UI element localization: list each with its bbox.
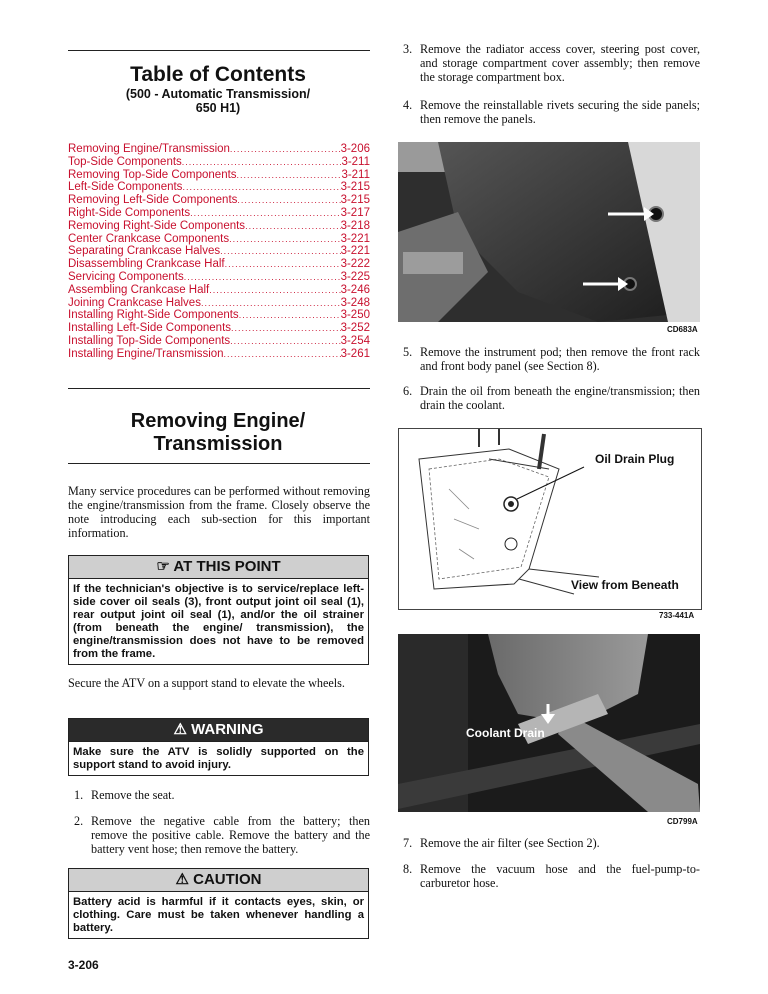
- oil-drain-diagram: [398, 428, 702, 610]
- warning-text: Make sure the ATV is solidly supported on the support stand to avoid injury.: [73, 746, 364, 771]
- toc-entry-title: Removing Left-Side Components: [68, 194, 238, 207]
- step-text: Remove the negative cable from the battery; then remove the positive cable. Remove the battery and the battery vent hose; then remove the battery.: [91, 814, 370, 856]
- step-3: [403, 42, 700, 84]
- toc-entry-title: Center Crankcase Components: [68, 232, 230, 245]
- at-this-point-text: If the technician's objective is to service/replace left-side cover oil seals (3), front output joint oil seal (1), rear output joint oil seal (1), and/or the oil strainer (from beneath the engine/ transmission), the engine/transmission does not have to be removed from the frame.: [73, 583, 364, 660]
- step-6: [403, 384, 700, 412]
- toc-entry-page: 3-246: [340, 283, 370, 296]
- toc-leader-dots: [230, 335, 340, 348]
- toc-entry[interactable]: [68, 143, 370, 156]
- step-number: 7.: [403, 836, 413, 850]
- toc-entry[interactable]: [68, 220, 370, 233]
- toc-entry-title: Removing Right-Side Components: [68, 219, 246, 232]
- step-text: Remove the air filter (see Section 2).: [420, 836, 600, 850]
- toc-entry-page: 3-261: [340, 347, 370, 360]
- section-bottom-rule: [68, 463, 370, 464]
- section-title-line1: Removing Engine/: [130, 410, 306, 432]
- warning-box: [68, 718, 369, 776]
- toc-leader-dots: [182, 181, 340, 194]
- coolant-drain-photo: [398, 634, 700, 812]
- section-title-line2: Transmission: [153, 433, 283, 455]
- warning-header: [69, 719, 368, 742]
- figure-caption: CD799A: [667, 817, 698, 826]
- warning-triangle-icon: ⚠: [173, 721, 187, 738]
- toc-leader-dots: [201, 297, 341, 310]
- toc-entry[interactable]: [68, 194, 370, 207]
- page-number: 3-206: [68, 958, 99, 972]
- step-text: Remove the reinstallable rivets securing the side panels; then remove the panels.: [420, 98, 700, 126]
- step-4: [403, 98, 700, 126]
- toc-entry[interactable]: [68, 271, 370, 284]
- step-2: [74, 814, 370, 856]
- step-number: 6.: [403, 384, 413, 398]
- toc-entry-page: 3-217: [340, 206, 370, 219]
- toc-entry-title: Installing Engine/Transmission: [68, 347, 224, 360]
- oil-drain-plug-label: Oil Drain Plug: [595, 452, 675, 466]
- step-1: [74, 788, 370, 802]
- step-5: [403, 345, 700, 373]
- figure-caption: 733-441A: [659, 611, 695, 620]
- toc-leader-dots: [184, 271, 341, 284]
- side-panel-photo: [398, 142, 700, 322]
- caution-triangle-icon: ⚠: [175, 871, 189, 888]
- toc-leader-dots: [237, 169, 342, 182]
- toc-list: [68, 143, 370, 361]
- step-8: [403, 862, 700, 890]
- toc-entry[interactable]: [68, 169, 370, 182]
- at-this-point-box: [68, 555, 369, 665]
- toc-entry-page: 3-211: [341, 168, 370, 181]
- toc-entry[interactable]: [68, 284, 370, 297]
- toc-leader-dots: [245, 220, 341, 233]
- toc-title: Table of Contents: [130, 63, 306, 86]
- step-text: Drain the oil from beneath the engine/transmission; then drain the coolant.: [420, 384, 700, 412]
- toc-entry[interactable]: [68, 181, 370, 194]
- toc-leader-dots: [237, 194, 340, 207]
- toc-leader-dots: [209, 284, 340, 297]
- section-title: [68, 410, 368, 456]
- toc-leader-dots: [225, 258, 341, 271]
- toc-entry-page: 3-254: [340, 334, 370, 347]
- toc-entry-title: Removing Top-Side Components: [68, 168, 237, 181]
- toc-entry-page: 3-221: [340, 232, 370, 245]
- toc-entry-page: 3-218: [340, 219, 370, 232]
- toc-entry[interactable]: [68, 309, 370, 322]
- toc-entry-title: Removing Engine/Transmission: [68, 143, 230, 155]
- toc-entry[interactable]: [68, 156, 370, 169]
- step-text: Remove the radiator access cover, steering post cover, and storage compartment cover assembly; then remove the storage compartment box.: [420, 42, 700, 84]
- at-this-point-header: [69, 556, 368, 579]
- toc-entry[interactable]: [68, 207, 370, 220]
- figure-caption: CD683A: [667, 325, 698, 334]
- toc-entry-page: 3-215: [340, 181, 370, 194]
- toc-entry-title: Left-Side Components: [68, 181, 183, 194]
- toc-subtitle-line1: (500 - Automatic Transmission/: [125, 87, 311, 101]
- step-number: 3.: [403, 42, 413, 56]
- at-this-point-label: AT THIS POINT: [173, 558, 281, 575]
- caution-text: Battery acid is harmful if it contacts eyes, skin, or clothing. Care must be taken whenever handling a battery.: [73, 896, 364, 934]
- toc-entry-page: 3-222: [340, 258, 370, 271]
- section-top-rule: [68, 388, 370, 389]
- intro-paragraph: Many service procedures can be performed without removing the engine/transmission from the frame. Closely observe the note introducing each sub-section for this important information.: [68, 484, 370, 540]
- coolant-drain-illustration: [398, 634, 700, 812]
- top-rule-left: [68, 50, 370, 51]
- toc-leader-dots: [230, 143, 341, 156]
- toc-entry[interactable]: [68, 335, 370, 348]
- toc-entry-title: Installing Top-Side Components: [68, 334, 231, 347]
- side-panel-illustration: [398, 142, 700, 322]
- warning-label: WARNING: [191, 721, 264, 738]
- toc-entry-page: 3-225: [340, 270, 370, 283]
- toc-subtitle: [68, 87, 368, 115]
- toc-leader-dots: [190, 207, 340, 220]
- toc-entry[interactable]: [68, 297, 370, 310]
- pointing-hand-icon: ☞: [156, 558, 170, 575]
- toc-entry-title: Right-Side Components: [68, 206, 191, 219]
- toc-entry-title: Installing Left-Side Components: [68, 322, 232, 335]
- toc-leader-dots: [220, 245, 340, 258]
- toc-leader-dots: [182, 156, 342, 169]
- toc-entry-title: Disassembling Crankcase Half: [68, 258, 225, 271]
- toc-entry-title: Separating Crankcase Halves: [68, 245, 221, 258]
- toc-entry-page: 3-221: [340, 245, 370, 258]
- toc-entry-title: Servicing Components: [68, 270, 184, 283]
- toc-entry-page: 3-215: [340, 194, 370, 207]
- toc-entry-title: Assembling Crankcase Half: [68, 283, 210, 296]
- caution-header: [69, 869, 368, 892]
- toc-entry-page: 3-248: [340, 296, 370, 309]
- support-paragraph: Secure the ATV on a support stand to elevate the wheels.: [68, 676, 345, 690]
- caution-label: CAUTION: [193, 871, 262, 888]
- step-number: 2.: [74, 814, 84, 828]
- step-text: Remove the instrument pod; then remove the front rack and front body panel (see Section 8).: [420, 345, 700, 373]
- step-number: 8.: [403, 862, 413, 876]
- toc-entry-page: 3-250: [340, 309, 370, 322]
- step-number: 5.: [403, 345, 413, 359]
- toc-entry-title: Installing Right-Side Components: [68, 309, 239, 322]
- toc-leader-dots: [231, 322, 341, 335]
- toc-entry[interactable]: [68, 258, 370, 271]
- toc-entry[interactable]: [68, 245, 370, 258]
- toc-entry-page: 3-206: [340, 143, 370, 155]
- toc-leader-dots: [229, 233, 340, 246]
- caution-box: [68, 868, 369, 939]
- step-number: 4.: [403, 98, 413, 112]
- step-text: Remove the vacuum hose and the fuel-pump-to-carburetor hose.: [420, 862, 700, 890]
- toc-subtitle-line2: 650 H1): [195, 101, 241, 115]
- toc-leader-dots: [224, 348, 341, 361]
- toc-entry-page: 3-252: [340, 322, 370, 335]
- toc-entry-page: 3-211: [341, 155, 370, 168]
- toc-entry[interactable]: [68, 322, 370, 335]
- toc-entry-title: Top-Side Components: [68, 155, 182, 168]
- step-text: Remove the seat.: [91, 788, 175, 802]
- view-from-beneath-label: View from Beneath: [571, 578, 679, 592]
- step-7: [403, 836, 700, 850]
- toc-entry-title: Joining Crankcase Halves: [68, 296, 201, 309]
- coolant-drain-label: Coolant Drain: [466, 726, 545, 740]
- step-number: 1.: [74, 788, 84, 802]
- toc-entry[interactable]: [68, 233, 370, 246]
- toc-leader-dots: [239, 309, 341, 322]
- toc-entry[interactable]: [68, 348, 370, 361]
